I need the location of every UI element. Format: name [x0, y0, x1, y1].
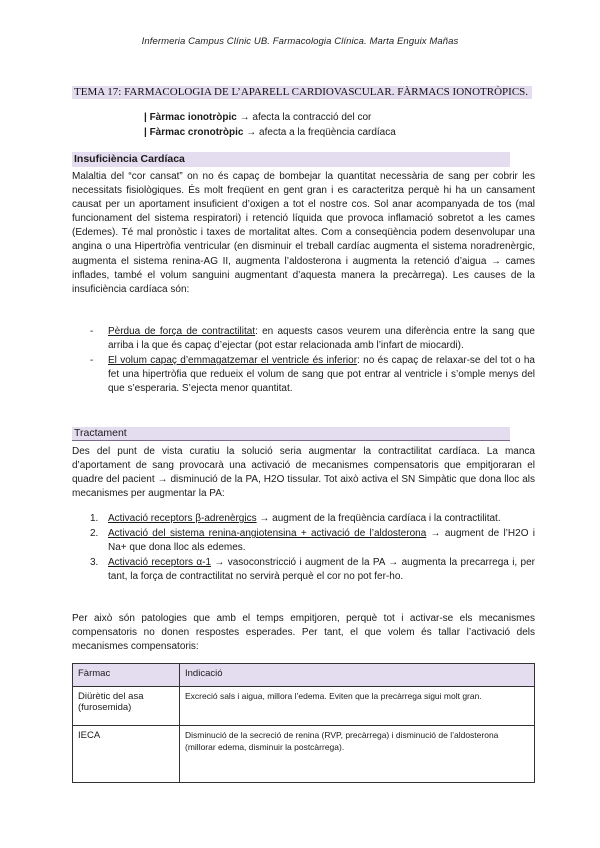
section-heading-insuficiencia: Insuficiència Cardíaca	[72, 152, 510, 167]
definition-term: Fàrmac cronotròpic	[149, 127, 244, 138]
closing-paragraph: Per això són patologies que amb el temps empitjoren, perquè tot i activar-se els mecanismes compensatoris no donen respostes esperades. Per tant, el que volem és tallar l’activació dels mecanismes compensatoris:	[72, 613, 535, 653]
table-row	[73, 687, 535, 726]
section-heading-tractament: Tractament	[72, 427, 510, 441]
causes-list	[88, 325, 535, 397]
list-item: - Pèrdua de força de contractilitat: en aquests casos veurem una diferència entre la sang que arriba i la que és capaç d’ejectar (pot estar relacionada amb l’infart de miocardi).	[90, 326, 535, 352]
indication-cell: Disminució de la secreció de renina (RVP, precàrrega) i disminució de l’aldosterona (millorar edema, disminuir la postcàrrega).	[180, 726, 535, 783]
definition-chronotropic: | Fàrmac cronotròpic → afecta a la freqüència cardíaca	[144, 127, 396, 138]
topic-title: TEMA 17: FARMACOLOGIA DE L’APARELL CARDIOVASCULAR. FÀRMACS IONOTRÒPICS.	[72, 86, 532, 99]
section-intro-paragraph: Malaltia del “cor cansat” on no és capaç de bombejar la quantitat necessària de sang per cobrir les necessitats fisiològiques. És molt freqüent en gent gran i es caracteritza perquè hi ha un cansament causat per un aportament insuficient d’oxigen a tot el nostre cos. Sol anar acompanyada de tos (mal funcionament del sistema respiratori) i retenció líquida que provoca inflamació sobretot a les cames (Edemes). Té mal pronòstic i taxes de mortalitat altes. Com a conseqüència podem desenvolupar una angina o una Hipertròfia ventricular (en disminuir el treball cardíac augmenta el sistema noradrenèrgic, augmenta el sistema renina-AG II, augmenta l’aldosterona i augmenta la retenció d’aigua → cames inflades, també el volum sanguini augmentant d’aquesta manera la precàrrega). Les causes de la insuficiència cardíaca són:	[72, 171, 535, 295]
cause-term: El volum capaç d’emmagatzemar el ventricle és inferior	[108, 355, 358, 367]
drug-cell: Diürètic del asa (furosemida)	[73, 687, 180, 726]
mechanism-term: Activació receptors β-adrenèrgics	[108, 513, 257, 524]
treatment-intro-paragraph: Des del punt de vista curatiu la solució seria augmentar la contractilitat cardíaca. La manca d’aportament de sang provocarà una activació de mecanismes compensatoris que empitjoraran el quadre del pacient → disminució de la PA, H2O tissular. Tot això activa el SN Simpàtic que dona lloc als mecanismes per augmentar la PA:	[72, 446, 535, 500]
indication-cell: Excreció sals i aigua, millora l’edema. Eviten que la precàrrega sigui molt gran.	[180, 687, 535, 726]
list-item: - El volum capaç d’emmagatzemar el ventricle és inferior: no és capaç de relaxar-se del tot o ha fet una hipertròfia que redueix el volum de sang que pot entrar al ventricle i s’omple menys del que s’esperaria. S’ejecta menor quantitat.	[90, 355, 535, 395]
definition-term: Fàrmac ionotròpic	[149, 112, 237, 123]
table-row	[73, 726, 535, 783]
list-item: 1. Activació receptors β-adrenèrgics → augment de la freqüència cardíaca i la contractilitat.	[90, 513, 501, 524]
column-header-indication: Indicació	[180, 664, 535, 687]
list-item: 2. Activació del sistema renina-angiotensina + activació de l’aldosterona → augment de l’H2O i Na+ que dona lloc als edemes.	[90, 528, 535, 554]
definitions	[144, 110, 396, 140]
drugs-table	[72, 663, 535, 783]
mechanisms-list	[88, 512, 535, 585]
cause-term: Pèrdua de força de contractilitat	[108, 326, 256, 337]
definition-ionotropic: | Fàrmac ionotròpic → afecta la contracció del cor	[144, 112, 372, 123]
mechanism-term: Activació receptors α-1	[108, 557, 212, 569]
list-item: 3. Activació receptors α-1 → vasoconstricció i augment de la PA → augmenta la precarrega i, per tant, la força de contractilitat no servirà perquè el cor no pot fer-ho.	[90, 557, 536, 583]
page-header: Infermeria Campus Clínic UB. Farmacologia Clínica. Marta Enguix Mañas	[141, 36, 459, 47]
table-header-row	[73, 664, 535, 687]
column-header-drug: Fàrmac	[73, 664, 180, 687]
mechanism-term: Activació del sistema renina-angiotensina + activació de l’aldosterona	[108, 528, 427, 540]
drug-cell: IECA	[73, 726, 180, 783]
